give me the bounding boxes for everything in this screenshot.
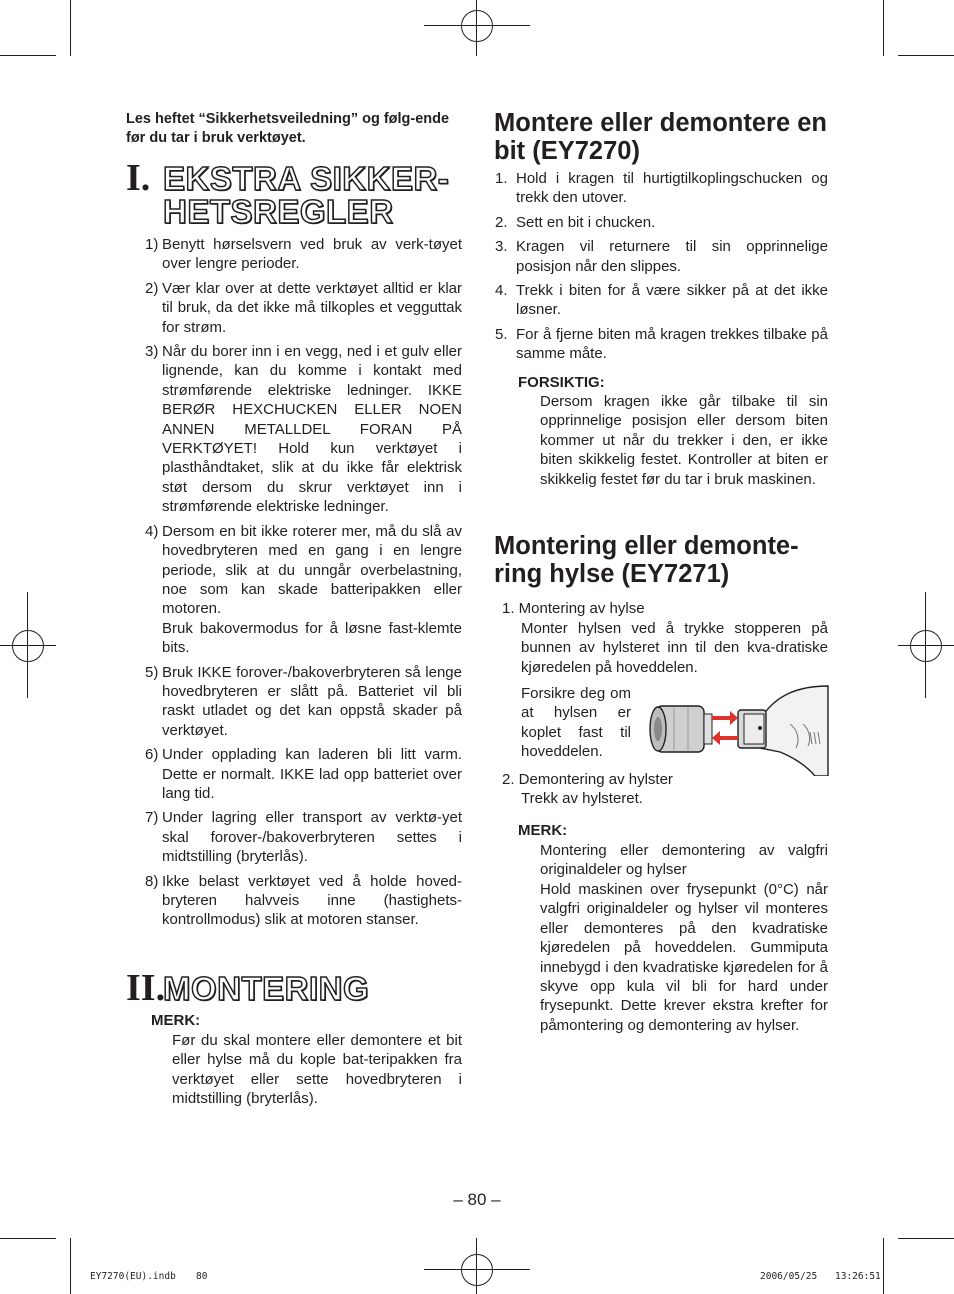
sleeve-note-text1: Montering eller demontering av valgfri originaldeler og hylser xyxy=(540,842,828,879)
registration-mark-icon xyxy=(12,630,44,662)
item-text: Ikke belast verktøyet ved å holde hoved-bryteren halvveis inne (hastighets-kontrollmodus) slik at motoren stanser. xyxy=(162,872,462,929)
list-item xyxy=(495,169,828,208)
list-item xyxy=(145,235,462,274)
list-item xyxy=(145,872,462,930)
list-item xyxy=(145,663,462,741)
footer-file: EY7270(EU).indb xyxy=(90,1271,176,1282)
sleeve-step1-label: 1. Montering av hylse xyxy=(502,600,645,617)
footer-date: 2006/05/25 xyxy=(760,1271,818,1282)
bit-steps-list xyxy=(495,169,828,369)
list-item xyxy=(495,281,828,320)
section2-title: MONTERING xyxy=(163,970,370,1007)
item-text: Vær klar over at dette verktøyet alltid er klar til bruk, da det ikke må tilkoples et vegguttak for strøm. xyxy=(162,279,462,336)
section1-title-line2: HETSREGLER xyxy=(163,193,394,230)
step-text: Sett en bit i chucken. xyxy=(516,213,656,231)
socket-illustration-icon xyxy=(640,684,830,776)
item-extra-text: Bruk bakovermodus for å løsne fast-klemte bits. xyxy=(162,619,462,657)
step-text: Trekk i biten for å være sikker på at det ikke løsner. xyxy=(516,282,828,319)
step-number: 3. xyxy=(495,238,508,256)
item-text: Benytt hørselsvern ved bruk av verk-tøyet over lengre perioder. xyxy=(162,236,462,273)
step-text: Hold i kragen til hurtigtilkoplingschucken og trekk den utover. xyxy=(516,170,828,207)
list-item xyxy=(145,745,462,803)
item-text: Når du borer inn i en vegg, ned i et gulv eller lignende, kan du komme i kontakt med strømførende elektriske ledninger. IKKE BERØR HEXCHUCKEN ELLER NOEN ANNEN METALLDEL FORAN PÅ VERKTØYET! Hold kun verktøyet i plasthåndtaket, slik at du ikke får elektrisk støt dersom du skrur verktøyet inn i strømførende elektriske ledninger. xyxy=(162,343,462,516)
registration-line xyxy=(476,0,477,56)
caution-text: Dersom kragen ikke går tilbake til sin opprinnelige posisjon eller dersom biten kommer ut når du trekker i den, er ikke biten skikkelig festet. Kontroller at biten er skikkelig festet før du tar i bruk maskinen. xyxy=(540,393,828,488)
section2-roman: II. xyxy=(126,967,166,1009)
sleeve-note-text2: Hold maskinen over frysepunkt (0°C) når valgfri originaldeler og hylser vil monteres eller demonteres på den kvadratiske kjøredelen på hoveddelen. Gummiputa innebygd i den kvadratiske kjøredelen for å skyve opp kula vil bli for hard under frysepunkt. Dette krever ekstra krefter for påmontering og demontering av hylser. xyxy=(540,881,828,1034)
step-number: 5. xyxy=(495,325,508,343)
crop-mark-icon xyxy=(898,1238,954,1239)
registration-line xyxy=(0,645,56,646)
page-number: – 80 – xyxy=(453,1190,501,1209)
item-number: 4) xyxy=(145,522,159,540)
caution-label: FORSIKTIG: xyxy=(518,374,605,391)
registration-line xyxy=(476,1238,477,1294)
section1-title-line1: EKSTRA SIKKER- xyxy=(163,160,450,197)
step-number: 4. xyxy=(495,282,508,300)
item-number: 3) xyxy=(145,343,159,361)
item-number: 1) xyxy=(145,236,159,253)
section2-note-text: Før du skal montere eller demontere et bit eller hylse må du kople bat-teripakken fra verktøyet eller sette hovedbryteren i midtstilling (bryterlås). xyxy=(172,1032,462,1108)
list-item xyxy=(145,808,462,866)
item-text: Bruk IKKE forover-/bakoverbryteren så lenge hovedbryteren er slått på. Batteriet vil bli raskt utladet og det kan oppstå skader på verktøyet. xyxy=(162,663,462,739)
item-text: Dersom en bit ikke roterer mer, må du slå av hovedbryteren med en gang i en lengre periode, slik at du unngår overbelastning, noe som kan skade batteripakken eller motoren. xyxy=(162,522,462,618)
registration-mark-icon xyxy=(461,10,493,42)
arrow-right-icon xyxy=(712,711,738,725)
footer-page: 80 xyxy=(196,1271,208,1282)
step-number: 2. xyxy=(495,213,508,231)
step-text: For å fjerne biten må kragen trekkes tilbake på samme måte. xyxy=(516,325,828,363)
section2-note-label: MERK: xyxy=(151,1012,201,1029)
list-item xyxy=(145,342,462,517)
list-item xyxy=(495,213,828,232)
sleeve-step1-text: Monter hylsen ved å trykke stopperen på bunnen av hylsteret inn til den kva-dratiske kjøredelen på hoveddelen. xyxy=(521,620,828,676)
item-text: Under opplading kan laderen bli litt varm. Dette er normalt. IKKE lad opp batteriet over lang tid. xyxy=(162,746,462,802)
crop-mark-icon xyxy=(70,1238,71,1294)
crop-mark-icon xyxy=(70,0,71,56)
sleeve-note-label: MERK: xyxy=(518,822,568,839)
crop-mark-icon xyxy=(0,55,56,56)
sleeve-step1-check: Forsikre deg om at hylsen er koplet fast til hoveddelen. xyxy=(521,685,631,761)
list-item xyxy=(495,325,828,364)
registration-mark-icon xyxy=(910,630,942,662)
bit-section-title: Montere eller demontere en bit (EY7270) xyxy=(494,109,828,165)
item-text: Under lagring eller transport av verktø-yet skal forover-/bakoverbryteren settes i midtstilling (bryterlås). xyxy=(162,809,462,866)
item-number: 8) xyxy=(145,872,159,890)
safety-rules-list xyxy=(145,235,462,935)
registration-line xyxy=(424,25,530,26)
list-item xyxy=(145,279,462,337)
item-number: 6) xyxy=(145,746,159,764)
intro-text: Les heftet “Sikkerhetsveiledning” og følg-ende før du tar i bruk verktøyet. xyxy=(126,111,450,146)
item-number: 2) xyxy=(145,279,159,297)
step-text: Kragen vil returnere til sin opprinnelige posisjon når den slippes. xyxy=(516,238,828,275)
crop-mark-icon xyxy=(0,1238,56,1239)
registration-line xyxy=(424,1269,530,1270)
arrow-left-icon xyxy=(712,731,738,745)
section1-roman: I. xyxy=(126,157,151,199)
footer-time: 13:26:51 xyxy=(835,1271,881,1282)
list-item xyxy=(495,237,828,276)
item-number: 5) xyxy=(145,663,159,681)
crop-mark-icon xyxy=(898,55,954,56)
crop-mark-icon xyxy=(883,0,884,56)
sleeve-section-title: Montering eller demonte-ring hylse (EY7271) xyxy=(494,532,799,588)
registration-mark-icon xyxy=(461,1254,493,1286)
crop-mark-icon xyxy=(883,1238,884,1294)
list-item xyxy=(145,522,462,658)
step-number: 1. xyxy=(495,170,508,187)
registration-line xyxy=(898,645,954,646)
item-number: 7) xyxy=(145,809,159,827)
sleeve-step2-text: Trekk av hylsteret. xyxy=(521,790,643,807)
sleeve-step2-label: 2. Demontering av hylster xyxy=(502,771,673,788)
